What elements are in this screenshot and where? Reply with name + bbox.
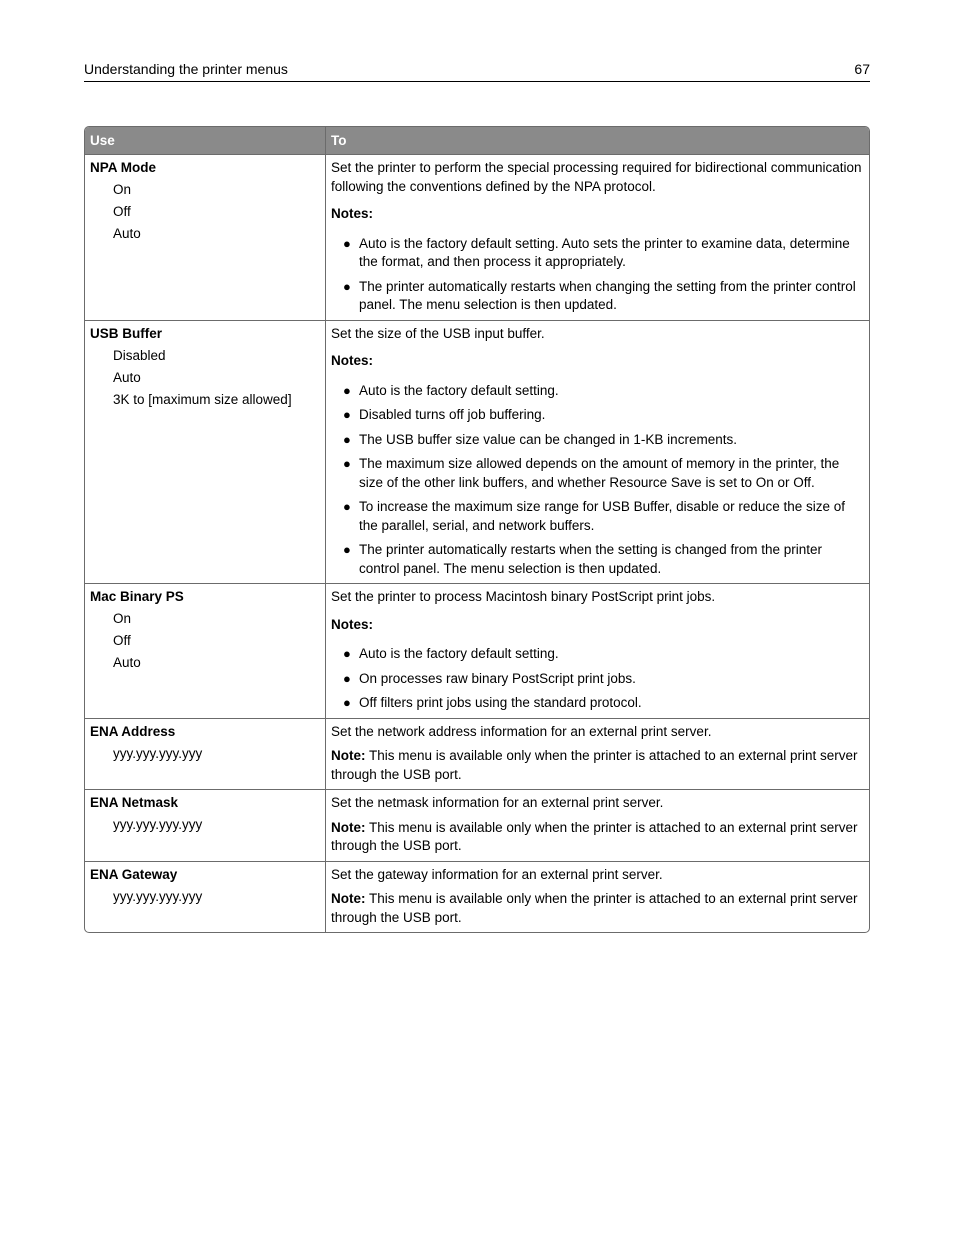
bullet-icon: ● — [343, 670, 351, 686]
menu-option: On — [113, 182, 132, 197]
description-cell — [326, 789, 869, 861]
menu-item-name: Mac Binary PS — [90, 589, 184, 604]
note-text: On processes raw binary PostScript print jobs. — [359, 670, 636, 686]
menu-item-name: ENA Netmask — [90, 795, 179, 810]
page-header-title: Understanding the printer menus — [84, 61, 288, 77]
menu-item-name: ENA Gateway — [90, 866, 178, 882]
menu-option: yyy.yyy.yyy.yyy — [113, 745, 203, 761]
table-row — [85, 861, 869, 933]
note-text: This menu is available only when the printer is attached to an external print server through the USB port. — [331, 891, 858, 925]
list-item — [331, 645, 864, 664]
bullet-icon: ● — [343, 407, 351, 422]
description-text: Set the printer to perform the special processing required for bidirectional communication following the conventions defined by the NPA protocol. — [331, 160, 862, 194]
notes-label: Notes: — [331, 206, 374, 221]
description-text: Set the gateway information for an external print server. — [331, 866, 663, 882]
list-item — [331, 431, 864, 450]
menu-item-cell — [85, 718, 326, 790]
note-text: Off filters print jobs using the standard protocol. — [359, 695, 642, 710]
note-text: This menu is available only when the printer is attached to an external print server through the USB port. — [331, 819, 858, 853]
note-text: This menu is available only when the printer is attached to an external print server through the USB port. — [331, 748, 858, 782]
description-cell — [326, 718, 869, 790]
menu-item-cell — [85, 320, 326, 584]
notes-list — [331, 382, 864, 579]
page-header — [84, 59, 870, 82]
bullet-icon: ● — [343, 278, 351, 294]
list-item — [331, 455, 864, 492]
note-label: Note: — [331, 891, 366, 906]
bullet-icon: ● — [343, 431, 351, 447]
note-label: Note: — [331, 819, 366, 835]
note-text: The printer automatically restarts when changing the setting from the printer control panel. The menu selection is then updated. — [359, 278, 856, 312]
description-cell — [326, 861, 869, 933]
list-item — [331, 498, 864, 535]
table-header-row — [85, 127, 869, 154]
menu-option: yyy.yyy.yyy.yyy — [113, 817, 203, 832]
note-text: Disabled turns off job buffering. — [359, 407, 546, 422]
notes-label: Notes: — [331, 353, 374, 368]
list-item — [331, 694, 864, 713]
description-cell — [326, 583, 869, 718]
table-row — [85, 718, 869, 790]
bullet-icon: ● — [343, 235, 351, 251]
bullet-icon: ● — [343, 646, 351, 661]
menu-option: Off — [113, 204, 131, 219]
menu-option: Off — [113, 633, 131, 648]
table-row — [85, 789, 869, 861]
menu-item-cell — [85, 861, 326, 933]
menu-option: Auto — [113, 369, 141, 385]
menu-item-cell — [85, 583, 326, 718]
notes-list — [331, 645, 864, 713]
table-row — [85, 154, 869, 320]
menu-item-name: USB Buffer — [90, 325, 163, 341]
column-header-to: To — [326, 127, 869, 154]
column-header-use: Use — [85, 127, 326, 154]
note-paragraph — [331, 890, 864, 927]
note-label: Note: — [331, 748, 366, 763]
list-item — [331, 382, 864, 401]
table-row — [85, 320, 869, 584]
description-text: Set the size of the USB input buffer. — [331, 325, 545, 341]
note-paragraph — [331, 747, 864, 784]
table-row — [85, 583, 869, 718]
note-text: Auto is the factory default setting. — [359, 646, 559, 661]
bullet-icon: ● — [343, 499, 351, 514]
bullet-icon: ● — [343, 695, 351, 710]
note-paragraph — [331, 819, 864, 856]
description-text: Set the netmask information for an external print server. — [331, 795, 664, 810]
menu-item-name: NPA Mode — [90, 160, 156, 175]
description-text: Set the printer to process Macintosh binary PostScript print jobs. — [331, 589, 716, 604]
description-text: Set the network address information for an external print server. — [331, 723, 712, 739]
note-text: To increase the maximum size range for USB Buffer, disable or reduce the size of the parallel, serial, and network buffers. — [359, 499, 845, 533]
menu-option: 3K to [maximum size allowed] — [113, 391, 292, 407]
bullet-icon: ● — [343, 382, 351, 398]
description-cell — [326, 320, 869, 584]
note-text: The maximum size allowed depends on the amount of memory in the printer, the size of the other link buffers, and whether Resource Save is set to On or Off. — [359, 456, 840, 490]
menu-option: Auto — [113, 655, 141, 670]
description-cell — [326, 154, 869, 320]
notes-list — [331, 235, 864, 315]
list-item — [331, 406, 864, 425]
menu-option: yyy.yyy.yyy.yyy — [113, 888, 203, 904]
bullet-icon: ● — [343, 456, 351, 471]
list-item — [331, 235, 864, 272]
list-item — [331, 278, 864, 315]
note-text: The printer automatically restarts when the setting is changed from the printer control panel. The menu selection is then updated. — [359, 542, 822, 576]
menu-item-cell — [85, 789, 326, 861]
note-text: The USB buffer size value can be changed in 1-KB increments. — [359, 431, 737, 447]
menu-item-cell — [85, 154, 326, 320]
list-item — [331, 670, 864, 689]
list-item — [331, 541, 864, 578]
printer-menu-table — [84, 126, 870, 933]
menu-option: Disabled — [113, 347, 166, 363]
note-text: Auto is the factory default setting. Auto sets the printer to examine data, determine the format, and then process it appropriately. — [359, 235, 850, 269]
menu-item-name: ENA Address — [90, 723, 176, 739]
bullet-icon: ● — [343, 542, 351, 557]
page-number: 67 — [854, 61, 870, 77]
notes-label: Notes: — [331, 616, 374, 632]
note-text: Auto is the factory default setting. — [359, 382, 559, 398]
menu-option: On — [113, 611, 132, 626]
menu-option: Auto — [113, 226, 141, 241]
